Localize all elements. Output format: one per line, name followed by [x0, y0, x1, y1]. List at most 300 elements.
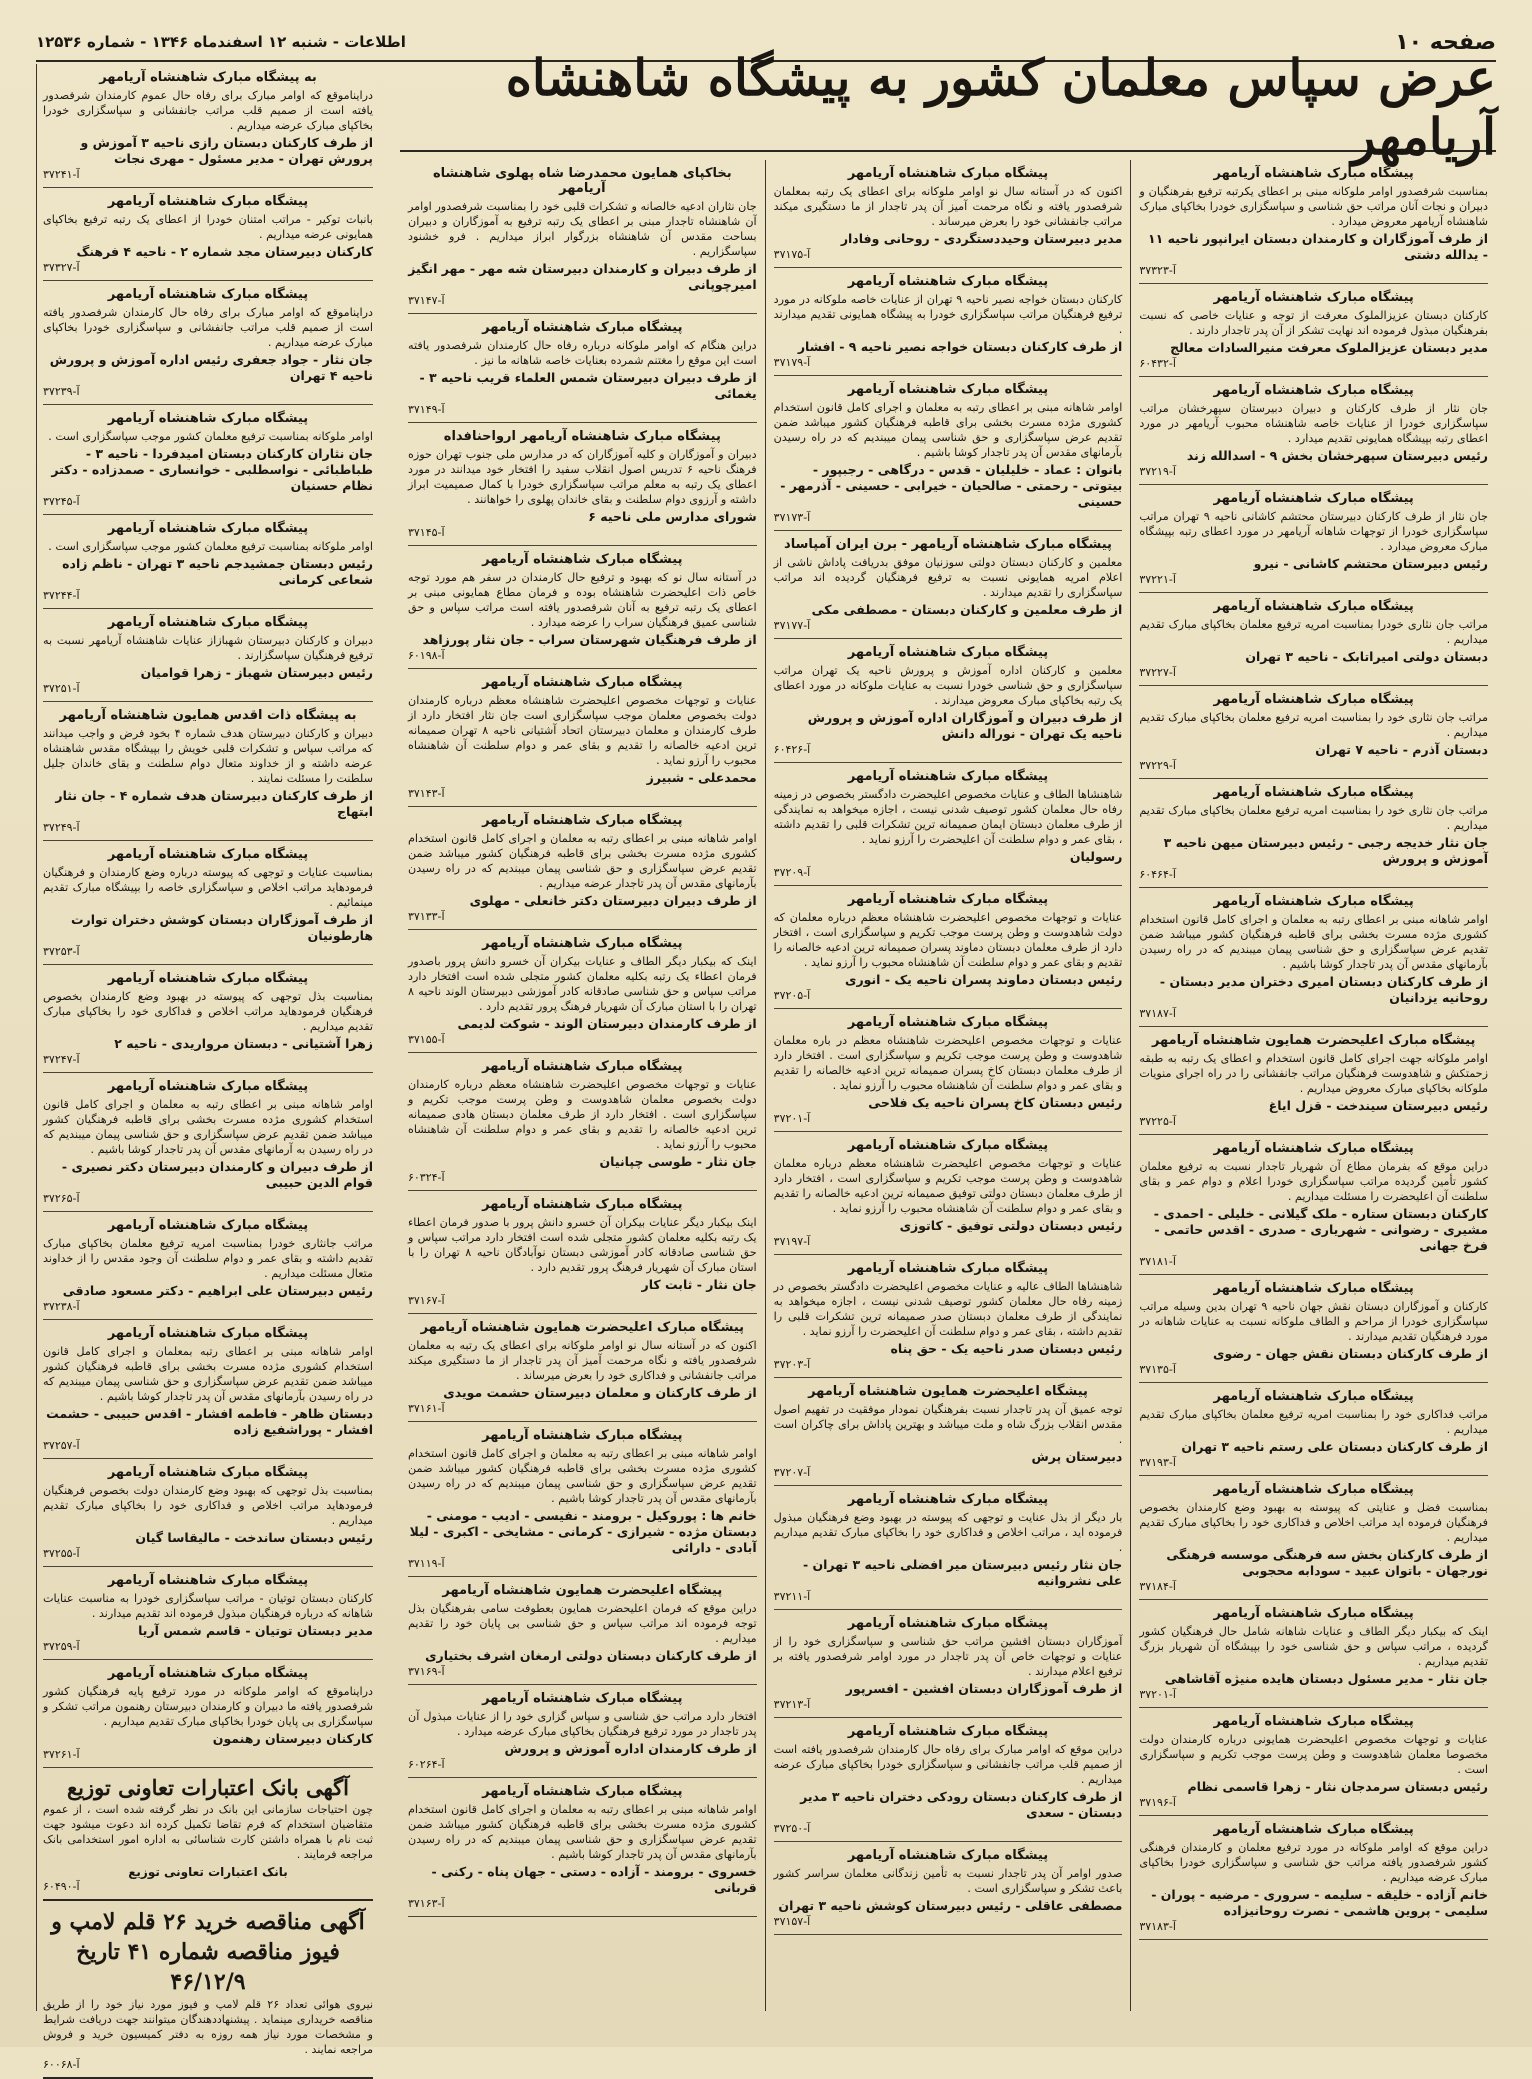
notice-signature: مدیر دبیرستان وحیددستگردی - روحانی وفادار: [840, 231, 1123, 246]
notice: [774, 1009, 1123, 1132]
notice-body: عنایات و توجهات مخصوص اعلیحضرت شاهنشاه معظم درباره معلمان شاهدوست و وطن پرست موجب تکریم و سپاسگزاری است ، افتخار دارد از طرف معلمان دبستان دولتی توفیق صمیمانه ترین ادعیه خالصانه را تقدیم و بقای عمر و دوام سلطنت آن شاهنشاه محبوب را آرزو نماید .: [773, 1157, 1123, 1215]
notice: [43, 64, 373, 188]
notice-signature: رئیس دبیرستان علی ابراهیم - دکتر مسعود صادقی: [62, 1283, 373, 1298]
notice-title: پیشگاه مبارک شاهنشاه آریامهر: [482, 813, 683, 828]
notice: [774, 639, 1123, 763]
notice-signature: کارکنان دبیرستان مجد شماره ۲ - ناحیه ۴ فرهنگ: [76, 244, 373, 259]
notice-title: پیشگاه اعلیحضرت همایون شاهنشاه آریامهر: [442, 1583, 723, 1598]
notice-body: اوامر شاهانه مبنی بر اعطای رتبه به معلمان و اجرای کامل قانون استخدام کشوری مژده مسرت بخشی برای قاطبه فرهنگیان کشور میباشد ضمن تقدیم عرض سپاسگزاری و حق شناسی پیمان میبندیم که در راه رسیدن بآرمانهای مقدس آن پدر تاجدار عرضه میداریم .: [407, 832, 757, 890]
notice: [774, 531, 1123, 639]
notice-signature: از طرف دبیران دبیرستان شمس العلماء قریب ناحیه ۳ - یغمائی: [419, 370, 757, 401]
notice-body: دراین موقع که اوامر مبارک برای رفاه حال کارمندان شرفصدور یافته است از صمیم قلب مراتب جانفشانی و سپاسگزاری خودرا بخاکپای مبارک عرضه میداریم .: [773, 1743, 1123, 1786]
notice-body: بانبات توکیر - مراتب امتنان خودرا از اعطای یک رتبه ترفیع بخاکپای همایونی عرضه میداریم .: [43, 213, 373, 241]
notice-body: اوامر ملوکانه بمناسبت ترفیع معلمان کشور موجب سپاسگزاری است .: [48, 540, 373, 553]
notice-title: پیشگاه مبارک شاهنشاه آریامهر - برن ایران آمپاساد: [784, 537, 1112, 552]
notice-code: آ-۳۷۱۴۷: [407, 294, 445, 307]
notice-title: پیشگاه مبارک شاهنشاه آریامهر: [847, 1138, 1049, 1153]
notice-code: آ-۳۷۲۲۹: [1139, 759, 1176, 772]
notice: [43, 405, 373, 515]
notice-body: اوامر شاهانه مبنی بر اعطای رتبه بمعلمان و اجرای کامل قانون استخدام کشوری مژده مسرت بخشی برای قاطبه فرهنگیان کشور میباشد ضمن تقدیم عرض سپاسگزاری و حق شناسی پیمان میبندیم که در راه رسیدن بآرمانهای مقدس آن پدر تاجدار کوشا باشیم .: [43, 1345, 373, 1403]
notice-code: آ-۳۷۲۰۱: [1139, 1688, 1176, 1701]
notice-title: پیشگاه مبارک شاهنشاه آریامهر: [1213, 1482, 1414, 1497]
notice-body: درایناموقع که اوامر ملوکانه در مورد ترفیع پایه فرهنگیان کشور شرفصدور یافته ما دبیران و کارمندان دبیرستان رهنمون مراتب تشکر و سپاسگزاری بی پایان خودرا بخاکپای مبارک تقدیم میداریم .: [43, 1685, 373, 1728]
notice: [43, 1567, 373, 1660]
main-section: [400, 48, 1496, 2011]
notice-code: آ-۳۷۲۴۱: [43, 168, 80, 181]
notice-code: آ-۳۷۲۲۵: [1139, 1115, 1176, 1128]
notice: [1139, 1476, 1488, 1600]
notice: [43, 1459, 373, 1567]
notice-title: پیشگاه مبارک شاهنشاه آریامهر: [1213, 491, 1414, 506]
notice-title: پیشگاه مبارک شاهنشاه آریامهر: [847, 1015, 1049, 1030]
notice-code: آ-۳۷۱۶۷: [407, 1294, 445, 1307]
notice-title: پیشگاه مبارک شاهنشاه آریامهر: [847, 1848, 1049, 1863]
notice-code: آ-۳۷۱۳۵: [1139, 1363, 1176, 1376]
notice-title: پیشگاه مبارک شاهنشاه آریامهر: [1213, 166, 1414, 181]
notice-body: دبیران و کارکنان دبیرستان شهبازاز عنایات شاهنشاه آریامهر نسبت به ترفیع فرهنگیان سپاسگزارند .: [43, 634, 373, 662]
notice-body: عنایات و توجهات مخصوص اعلیحضرت همایونی درباره کارمندان دولت مخصوصا معلمان شاهدوست و وطن پرست موجب تکریم و سپاسگزاری است .: [1139, 1733, 1488, 1776]
notice-signature: مدیر دبستان توتیان - قاسم شمس آریا: [138, 1623, 373, 1638]
notice-code: آ-۳۷۲۱۳: [773, 1698, 811, 1711]
notice: [408, 1053, 757, 1191]
notice-title: پیشگاه مبارک شاهنشاه آریامهر: [1213, 692, 1414, 707]
notice: [774, 1842, 1123, 1935]
notice-code: آ-۳۷۲۵۹: [43, 1640, 80, 1653]
notice-title: پیشگاه مبارک شاهنشاه آریامهر: [107, 847, 309, 862]
notice-title: بخاکپای همایون محمدرضا شاه پهلوی شاهنشاه آریامهر: [432, 166, 732, 196]
notice-title: پیشگاه مبارک اعلیحضرت همایون شاهنشاه آریامهر: [1151, 1033, 1476, 1048]
notice-signature: زهرا آشتیانی - دبستان مرواریدی - ناحیه ۲: [114, 1036, 373, 1051]
notice-title: پیشگاه مبارک شاهنشاه آریامهر: [847, 274, 1049, 289]
notice-code: آ-۳۷۱۵۵: [407, 1033, 445, 1046]
ad-body: چون احتیاجات سازمانی این بانک در نظر گرفته شده است ، از عموم متقاضیان استخدام که فرم تقاضا تکمیل کرده اند دعوت میشود جهت ثبت نام با همراه داشتن کارت شناسائی به اداره امور استخدامی بانک مراجعه فرمایند .: [43, 1803, 373, 1861]
notice-title: پیشگاه مبارک شاهنشاه آریامهر: [107, 971, 309, 986]
notice-title: پیشگاه مبارک شاهنشاه آریامهر: [107, 1326, 309, 1341]
notice-title: پیشگاه مبارک شاهنشاه آریامهر: [482, 552, 683, 567]
notice: [43, 702, 373, 841]
notice-body: شاهنشاها الطاف عالیه و عنایات مخصوص اعلیحضرت دادگستر بخصوص در زمینه رفاه حال معلمان کشور توصیف شدنی نیست ، اجازه میخواهد به نمایندگی از طرف معلمان دبستان صدر صمیمانه ترین تشکرات قلبی را تقدیم داشته ، بقای عمر و دوام سلطنت آن اعلیحضرت را آرزو نماید .: [773, 1280, 1123, 1338]
notice: [774, 1255, 1123, 1378]
notice-title: پیشگاه مبارک شاهنشاه آریامهر: [847, 1492, 1049, 1507]
notice-body: درایناموقع که اوامر مبارک برای رفاه حال کارمندان شرفصدور یافته است از صمیم قلب مراتب جانفشانی و سپاسگزاری خودرا بخاکپای مبارک عرضه میداریم .: [43, 306, 373, 349]
ad-signature: بانک اعتبارات تعاونی توزیع: [128, 1865, 288, 1879]
notice-signature: از طرف کارکنان بخش سه فرهنگی موسسه فرهنگی نورجهان - باتوان عبید - سودابه محجوبی: [1166, 1547, 1488, 1578]
notice-body: بمناسبت عنایات و توجهی که پیوسته درباره وضع کارمندان و فرهنگیان فرمودهاید مراتب اخلاص و سپاسگزاری خاصه را بپیشگاه مبارک تقدیم مینمائیم .: [43, 866, 373, 909]
notice-title: پیشگاه مبارک شاهنشاه آریامهر: [482, 320, 683, 335]
notice-signature: رئیس دبستان ساندخت - مالیقاسا گیان: [135, 1530, 373, 1545]
notice: [1139, 1027, 1488, 1135]
notice-code: آ-۳۷۱۹۶: [1139, 1796, 1176, 1809]
notice-code: آ-۳۷۲۵۳: [43, 945, 80, 958]
notice-body: کارکنان و آموزگاران دبستان نقش جهان ناحیه ۹ تهران بدین وسیله مراتب سپاسگزاری خودرا از مراحم و الطاف ملوکانه نسبت به عنایات شاهانه در مورد فرهنگیان تقدیم میدارند .: [1139, 1300, 1488, 1343]
notice-body: مراتب جان نثاری خودرا بمناسبت امریه ترفیع معلمان بخاکپای مبارک تقدیم میداریم .: [1139, 618, 1488, 646]
notice: [774, 1718, 1123, 1842]
notice-code: آ-۳۷۲۶۱: [43, 1748, 80, 1761]
notice-title: پیشگاه مبارک شاهنشاه آریامهر: [107, 287, 309, 302]
notice: [43, 188, 373, 281]
notice-title: پیشگاه مبارک شاهنشاه آریامهر: [847, 166, 1049, 181]
notice-signature: کارکنان دبیرستان رهنمون: [212, 1731, 373, 1746]
notice-title: پیشگاه مبارک شاهنشاه آریامهر: [482, 1428, 683, 1443]
notice-body: اوامر شاهانه مبنی بر اعطای رتبه به معلمان و اجرای کامل قانون استخدام کشوری مژده مسرت بخشی برای قاطبه فرهنگیان کشور میباشد ضمن تقدیم عرض سپاسگزاری و حق شناسی پیمان میبندیم که در راه رسیدن بآرمانهای مقدس آن پدر تاجدار کوشا باشیم .: [407, 1447, 757, 1505]
notice-code: آ-۳۷۱۶۹: [407, 1665, 445, 1678]
notice: [43, 841, 373, 965]
notice-body: معلمین و کارکنان دبستان دولتی سوزنیان موفق بدریافت پاداش ناشی از اعلام امریه همایونی نسبت به ترفیع فرهنگیان گردیده اند مراتب سپاسگزاری را تقدیم میدارند .: [773, 556, 1123, 599]
notice: [1139, 377, 1488, 485]
notice: [408, 1422, 757, 1577]
notice-body: بمناسبت شرفصدور اوامر ملوکانه مبنی بر اعطای یکرتبه ترفیع بفرهنگیان و دبیران و نجات آنان مراتب حق شناسی و سپاسگزاری خودرا بخاکپای مبارک شاهنشاه آریامهر معروض میدارد .: [1139, 185, 1488, 228]
notice-body: اوامر شاهانه مبنی بر اعطای رتبه به معلمان و اجرای کامل قانون استخدام کشوری مژده مسرت بخشی برای قاطبه فرهنگیان کشور میباشد ضمن تقدیم عرض سپاسگزاری و حق شناسی پیمان میبندیم که در راه رسیدن بآرمانهای مقدس آن پدر تاجدار کوشا باشیم .: [773, 401, 1123, 459]
notice-signature: کارکنان دبستان ستاره - ملک گیلانی - خلیلی - احمدی - مشیری - رضوانی - شهریاری - صدری - اقدس حاتمی - فرخ جهانی: [1153, 1206, 1488, 1253]
notice-code: آ-۳۷۱۵۷: [773, 1915, 811, 1928]
ad-body: نیروی هوائی تعداد ۲۶ قلم لامپ و فیوز مورد نیاز خود را از طریق مناقصه خریداری مینماید . پیشنهاددهندگان میتوانند جهت دریافت شرایط و مشخصات مورد نیاز همه روزه به دفتر کمیسیون خرید و فروش مراجعه نمایند .: [43, 1998, 374, 2056]
notice-code: آ-۳۷۱۷۵: [773, 248, 811, 261]
notice: [1139, 284, 1488, 377]
notice-body: اکنون که در آستانه سال نو اوامر ملوکانه برای اعطای یک رتبه به معلمان شرفصدور یافته و نگاه مرحمت آمیز آن پدر تاجدار از ما دستگیری میکند مراتب جانفشانی و فداکاری خود را بعرض میرساند .: [407, 1339, 757, 1382]
notice-body: اینک بیکبار دیگر عنایات بیکران آن خسرو دانش پرور با صدور فرمان اعطاء یک رتبه بکلیه معلمان کشور متجلی شده است افتخار دارد مراتب سپاس و حق شناسی صادقانه کادر آموزشی دبستان نوآبادگان ناحیه ۸ تهران را با استان مبارک آن شهریار فرهنگ پرور تقدیم دارد .: [407, 1216, 757, 1274]
notice: [408, 1191, 757, 1314]
notice-body: عنایات و توجهات مخصوص اعلیحضرت شاهنشاه معظم درباره کارمندان دولت بخصوص معلمان موجب سپاسگزاری است جان نثار افتخار دارد از طرف کارمندان و معلمان دبیرستان اتحاد آشتیانی ناحیه ۸ تهران صمیمانه ترین ادعیه خالصانه را تقدیم و بقای عمر و دوام سلطنت آن شاهنشاه محبوب را آرزو نماید .: [407, 694, 757, 767]
notice: [1139, 593, 1488, 686]
notice-title: پیشگاه مبارک شاهنشاه آریامهر: [1213, 1714, 1414, 1729]
notice: [774, 1132, 1123, 1255]
notice-code: آ-۳۷۱۶۳: [407, 1897, 445, 1910]
notice-signature: رسولیان: [1069, 849, 1123, 864]
notice-body: اینک که بیکبار دیگر الطاف و عنایات بیکران آن خسرو دانش پرور باصدور فرمان اعطاء یک رتبه بکلیه معلمان کشور متجلی شده است افتخار دارد مراتب سپاس و حق شناسی صادقانه کادر آموزشی دبیرستان الوند ناحیه ۸ تهران را با استان مبارک آن شهریار فرهنگ پرور تقدیم دارد .: [407, 955, 757, 1013]
notice-body: بمناسبت فضل و عنایتی که پیوسته به بهبود وضع کارمندان بخصوص فرهنگیان فرموده اید مراتب اخلاص و فداکاری خود را بخاکپای مبارک تقدیم میداریم .: [1139, 1501, 1488, 1544]
notice-signature: جان نثار - طوسی چپانیان: [599, 1154, 757, 1169]
notice-title: پیشگاه مبارک شاهنشاه آریامهر: [847, 645, 1049, 660]
notice: [408, 669, 757, 807]
notice: [1139, 686, 1488, 779]
notice-signature: مدیر دبستان عزیزالملوک معرفت منیرالسادات معالج: [1170, 340, 1488, 355]
notice-body: در آستانه سال نو که بهبود و ترفیع حال کارمندان در سفر هم مورد توجه خاص ذات اعلیحضرت شاهنشاه بوده و فرمان مطاع همایونی مبنی بر اعطای یک رتبه ترفیع به آنان شرفصدور یافته است مراتب سپاس و حق شناسی عمیق فرهنگیان سراب را عرضه میدارد .: [407, 571, 757, 629]
notice: [408, 160, 757, 314]
notice: [1139, 485, 1488, 593]
notice: [1139, 1708, 1488, 1816]
notice-title: پیشگاه مبارک شاهنشاه آریامهر: [107, 411, 309, 426]
notice-title: پیشگاه مبارک شاهنشاه آریامهر: [1213, 1822, 1414, 1837]
notice-code: آ-۳۷۱۸۴: [1139, 1580, 1176, 1593]
notice-code: آ-۶۰۴۲۶: [773, 743, 811, 756]
notice: [43, 515, 373, 609]
notice-body: توجه عمیق آن پدر تاجدار نسبت بفرهنگیان نمودار موفقیت در تفهیم اصول مقدس انقلاب بزرگ شاه و ملت میباشد و بهترین پاداش برای چاکران است .: [773, 1403, 1123, 1446]
notice-code: آ-۳۷۱۹۷: [773, 1235, 811, 1248]
notice-signature: از طرف کارکنان دبستان خواجه نصیر ناحیه ۹ - افشار: [797, 339, 1123, 354]
notice-signature: از طرف کارمندان اداره آموزش و پرورش: [504, 1741, 757, 1756]
notice-code: آ-۳۷۱۴۵: [407, 526, 445, 539]
notice: [408, 423, 757, 546]
notice-body: دراین موقع که بفرمان مطاع آن شهریار تاجدار نسبت به ترفیع معلمان کشور تأمین گردیده مراتب سپاسگزاری خودرا اعلام و دوام عمر و بقای سلطنت آن اعلیحضرت را مسئلت میداریم .: [1139, 1160, 1488, 1203]
notice-code: آ-۳۷۱۷۳: [773, 511, 811, 524]
notice-title: به پیشگاه مبارک شاهنشاه آریامهر: [99, 70, 317, 85]
notice-title: به پیشگاه ذات اقدس همایون شاهنشاه آریامهر: [59, 708, 357, 723]
notice-title: پیشگاه مبارک شاهنشاه آریامهر: [847, 1261, 1049, 1276]
notice-body: عنایات و توجهات مخصوص اعلیحضرت شاهنشاه معظم در باره معلمان شاهدوست و وطن پرست موجب تکریم و سپاسگزاری است . افتخار دارد از طرف معلمان دبستان کاخ پسران صمیمانه ترین ادعیه خالصانه را تقدیم و بقای عمر و دوام سلطنت آن شاهنشاه محبوب را آرزو نماید .: [773, 1034, 1123, 1092]
notice-signature: از طرف کارکنان دبیرستان هدف شماره ۴ - جان نثار ابتهاج: [55, 788, 373, 819]
notice-signature: جان نثار - مدیر مسئول دبستان هایده منیژه آقاشاهی: [1164, 1671, 1488, 1686]
notice-signature: از طرف کارکنان دبستان علی رستم ناحیه ۳ تهران: [1181, 1439, 1488, 1454]
notice-title: پیشگاه مبارک شاهنشاه آریامهر: [107, 1465, 309, 1480]
notice-signature: رئیس دبیرستان محتشم کاشانی - نیرو: [1253, 556, 1488, 571]
notice-code: آ-۳۷۲۲۱: [1139, 573, 1176, 586]
notice-signature: رئیس دبیرستان شهباز - زهرا قوامیان: [140, 665, 373, 680]
notice-signature: جان نثار رئیس دبیرستان میر افضلی ناحیه ۳ تهران - علی نشروانیه: [802, 1557, 1123, 1588]
notice-body: جان نثار از طرف کارکنان دبیرستان محتشم کاشانی ناحیه ۹ تهران مراتب سپاسگزاری خودرا از توجهات شاهانه آریامهر در مورد اعطای رتبه بپیشگاه مبارک معروض میدارد .: [1139, 510, 1488, 553]
notice-title: پیشگاه مبارک شاهنشاه آریامهر ارواحنافداه: [443, 429, 721, 444]
notice: [1139, 1816, 1488, 1940]
notice-code: آ-۳۷۲۱۹: [1139, 465, 1176, 478]
notice-code: آ-۳۷۱۸۷: [1139, 1007, 1176, 1020]
notice-body: دراین موقع که فرمان اعلیحضرت همایون بعطوفت سامی بفرهنگیان بذل توجه فرموده اند مراتب سپاس و حق شناسی بی پایان خود را تقدیم میداریم .: [407, 1602, 757, 1645]
notice-signature: از طرف کارمندان دبیرستان الوند - شوکت لدیمی: [457, 1016, 757, 1031]
notice-code: آ-۳۷۲۴۴: [43, 589, 80, 602]
notice: [774, 1486, 1123, 1610]
notice-code: آ-۳۷۱۸۳: [1139, 1920, 1176, 1933]
notice-code: آ-۳۷۲۴۷: [43, 1053, 80, 1066]
notice-body: جان نثار از طرف کارکنان و دبیران دبیرستان سپهرخشان مراتب سپاسگزاری خودرا از عنایات خاصه شاهنشاه محبوب آریامهر در مورد اعطای رتبه بپیشگاه همایونی تقدیم میدارد .: [1139, 402, 1488, 445]
notice: [43, 965, 373, 1073]
notice: [43, 1073, 373, 1212]
notice-signature: از طرف دبیران و کارمندان دبیرستان دکتر نصیری - قوام الدین حبیبی: [61, 1159, 373, 1190]
notice-code: آ-۳۷۲۵۷: [43, 1439, 80, 1452]
notice: [43, 1660, 373, 1768]
notice-signature: از طرف کارکنان دبستان رازی ناحیه ۳ آموزش و پرورش تهران - مدیر مسئول - مهری نجات: [80, 135, 373, 166]
notice-code: آ-۳۷۲۶۵: [43, 1192, 80, 1205]
notice-body: جان نثاران ادعیه خالصانه و تشکرات قلبی خود را بمناسبت شرفصدور اوامر آن شاهنشاه تاجدار مبنی بر اعطای یک رتبه ترفیع به آموزگاران و دبیران بساحت مقدس آن شاهنشاه بزرگوار ابراز میداریم . فرو خشنود سپاسگزاریم .: [407, 200, 757, 258]
notice-title: پیشگاه مبارک اعلیحضرت همایون شاهنشاه آریامهر: [420, 1320, 745, 1335]
notice: [408, 807, 757, 930]
notice-signature: از طرف کارکنان دبستان دولتی ارمغان اشرف بختیاری: [425, 1648, 757, 1663]
advertisement: [43, 1768, 373, 1901]
notice: [1139, 779, 1488, 888]
notice-title: پیشگاه مبارک شاهنشاه آریامهر: [1213, 383, 1414, 398]
notice: [1139, 888, 1488, 1027]
notice-signature: بانوان : عماد - خلیلیان - قدس - درگاهی - رجبپور - بیتوتی - رحمتی - صالحیان - خیرابی - حسینی - آذرمهر - حسینی: [780, 462, 1123, 509]
notice-signature: جان نثار خدیجه رجبی - رئیس دبیرستان میهن ناحیه ۳ آموزش و پرورش: [1163, 835, 1488, 866]
notice-code: آ-۳۷۱۴۹: [407, 403, 445, 416]
notice-code: آ-۳۷۲۰۵: [773, 989, 811, 1002]
notice-signature: محمدعلی - شبیرز: [646, 770, 757, 785]
headline: عرض سپاس معلمان کشور به پیشگاه شاهنشاه آریامهر: [400, 64, 1496, 152]
notice-column: [400, 160, 765, 2011]
notice-body: عنایات و توجهات مخصوص اعلیحضرت شاهنشاه معظم درباره کارمندان دولت بخصوص معلمان شاهدوست و وطن پرست موجب تکریم و سپاسگزاری است . افتخار دارد از طرف معلمان دبستان هادی صمیمانه ترین ادعیه خالصانه را تقدیم و بقای عمر و دوام سلطنت آن شاهنشاه محبوب را آرزو نماید .: [407, 1078, 757, 1151]
notice: [408, 1577, 757, 1685]
notice-body: اوامر شاهانه مبنی بر اعطای رتبه به معلمان و اجرای کامل قانون استخدام کشوری مژده مسرت بخشی برای قاطبه فرهنگیان کشور میباشد ضمن تقدیم عرض سپاسگزاری و حق شناسی پیمان میبندیم که در راه رسیدن به آرمانهای مقدس آن پدر تاجدار کوشا باشیم .: [43, 1098, 373, 1156]
notice-signature: رئیس دبستان دولتی توفیق - کاتوزی: [899, 1218, 1123, 1233]
notice-title: پیشگاه مبارک شاهنشاه آریامهر: [482, 1784, 683, 1799]
notice-signature: از طرف کارکنان دبستان رودکی دختران ناحیه ۳ مدیر دبستان - سعدی: [800, 1789, 1123, 1820]
notice-code: آ-۳۷۱۷۹: [773, 356, 811, 369]
notice-code: آ-۳۷۲۱۱: [773, 1590, 811, 1603]
notice-title: پیشگاه مبارک شاهنشاه آریامهر: [482, 675, 683, 690]
notice-signature: از طرف آموزگاران دبستان افشین - افسرپور: [845, 1681, 1123, 1696]
notice-code: آ-۳۷۱۱۹: [407, 1557, 445, 1570]
notice-title: پیشگاه مبارک شاهنشاه آریامهر: [1213, 1389, 1414, 1404]
notice-code: آ-۳۷۳۲۷: [43, 261, 80, 274]
notice-signature: از طرف فرهنگیان شهرستان سراب - جان نثار پورزاهد: [422, 632, 757, 647]
notice-signature: خانم ها : پوروکیل - برومند - نفیسی - ادیب - مومنی - دبستان مژده - شیرازی - کرمانی - مشایخی - اکبری - لیلا آبادی - دارائی: [409, 1508, 757, 1555]
notice-signature: جان نثار - جواد جعفری رئیس اداره آموزش و پرورش ناحیه ۴ تهران: [49, 352, 373, 383]
notice-title: پیشگاه مبارک شاهنشاه آریامهر: [107, 1218, 309, 1233]
notice-code: آ-۶۰۲۶۴: [407, 1758, 445, 1771]
notice-signature: خانم آزاده - خلیقه - سلیمه - سروری - مرضیه - پوران - سلیمی - پروین هاشمی - نصرت روحانیزاده: [1151, 1887, 1488, 1918]
left-column: [36, 64, 374, 2071]
notice-code: آ-۳۷۲۰۱: [773, 1112, 811, 1125]
notice-title: پیشگاه مبارک شاهنشاه آریامهر: [482, 1691, 683, 1706]
notice-body: کارکنان دبستان توتیان - مراتب سپاسگزاری خودرا به مناسبت عنایات شاهانه که درباره فرهنگیان مبذول فرموده اند تقدیم میدارند .: [43, 1592, 373, 1620]
notice-code: آ-۳۷۲۴۹: [43, 821, 80, 834]
notice-signature: دبیرستان پرش: [1031, 1449, 1123, 1464]
notice-code: آ-۶۰۴۶۴: [1139, 868, 1176, 881]
notice: [774, 268, 1123, 376]
notice-code: آ-۳۷۲۵۰: [773, 1822, 811, 1835]
notice-signature: از طرف دبیران و آموزگاران اداره آموزش و پرورش ناحیه یک تهران - نوراله دانش: [807, 710, 1123, 741]
notice-title: پیشگاه مبارک شاهنشاه آریامهر: [1213, 785, 1414, 800]
notice-code: آ-۳۷۱۳۳: [407, 910, 445, 923]
notice-title: پیشگاه مبارک شاهنشاه آریامهر: [107, 1666, 309, 1681]
notice-code: آ-۳۷۲۰۳: [773, 1358, 811, 1371]
notice-signature: از طرف معلمین و کارکنان دبستان - مصطفی مکی: [811, 602, 1123, 617]
notice-body: معلمین و کارکنان اداره آموزش و پرورش ناحیه یک تهران مراتب سپاسگزاری و حق شناسی خودرا نسبت به عنایات ملوکانه در مورد اعطای یک رتبه بخاکپای مبارک معروض میدارند .: [773, 664, 1123, 707]
notice-title: پیشگاه مبارک شاهنشاه آریامهر: [107, 1573, 309, 1588]
notice: [408, 314, 757, 423]
issue-info: اطلاعات - شنبه ۱۲ اسفندماه ۱۳۴۶ - شماره ۱۲۵۳۶: [36, 33, 406, 51]
notice-signature: از طرف کارکنان دبستان امیری دختران مدیر دبستان - روحانیه یزدانیان: [1159, 974, 1488, 1005]
notice-title: پیشگاه مبارک شاهنشاه آریامهر: [107, 521, 309, 536]
notice-title: پیشگاه مبارک شاهنشاه آریامهر: [482, 936, 683, 951]
notice: [408, 1685, 757, 1778]
notice-title: پیشگاه مبارک شاهنشاه آریامهر: [1213, 599, 1414, 614]
notice-title: پیشگاه مبارک شاهنشاه آریامهر: [1213, 1606, 1414, 1621]
advertisement: [43, 1901, 373, 2079]
notice-body: اوامر شاهانه مبنی بر اعطای رتبه به معلمان و اجرای کامل قانون استخدام کشوری مژده مسرت بخشی برای قاطبه فرهنگیان کشور میباشد ضمن تقدیم عرض سپاسگزاری و حق شناسی پیمان میبندیم که در راه رسیدن بآرمانهای مقدس آن پدر تاجدار کوشا باشیم .: [1139, 913, 1488, 971]
notice-signature: دبستان آذرم - ناحیه ۷ تهران: [1315, 742, 1488, 757]
notice-title: پیشگاه مبارک شاهنشاه آریامهر: [482, 1197, 683, 1212]
notice-signature: جان نثاران کارکنان دبستان امیدفردا - ناحیه ۳ - طباطبائی - نواسطلبی - خوانساری - صمدزاده - دکتر نظام حسنیان: [51, 446, 373, 493]
notice: [1139, 1383, 1488, 1476]
notice-signature: رئیس دبستان کاخ پسران ناحیه یک فلاحی: [868, 1095, 1123, 1110]
notice-body: اوامر ملوکانه جهت اجرای کامل قانون استخدام و اعطای یک رتبه به طبقه زحمتکش و شاهدوست فرهنگیان مراتب جانفشانی را در راه اجرای منویات ملوکانه بخاکپای مبارک معروض میداریم .: [1139, 1052, 1488, 1095]
notice-title: پیشگاه مبارک شاهنشاه آریامهر: [847, 382, 1049, 397]
notice-signature: رئیس دبستان سرمدجان نثار - زهرا قاسمی نظام: [1187, 1779, 1488, 1794]
notice-code: آ-۳۷۲۰۷: [773, 1466, 811, 1479]
notice-signature: دبستان دولتی امیراتابک - ناحیه ۳ تهران: [1245, 649, 1488, 664]
notice-columns: [400, 160, 1496, 2011]
notice-body: دبیران و کارکنان دبیرستان هدف شماره ۴ بخود فرض و واجب میدانند که مراتب سپاس و تشکرات قلبی خویش را بپیشگاه مقدس شاهنشاه عرضه داشته و از خداوند متعال دوام سلطنت و بقای خاندان جلیل سلطنت را مسئلت نمایند .: [43, 727, 373, 785]
notice-column: [1130, 160, 1496, 2011]
notice-signature: از طرف آموزگاران دبستان کوشش دختران توارت هارطونیان: [70, 912, 373, 943]
notice-code: آ-۳۷۱۴۳: [407, 787, 445, 800]
notice-signature: از طرف کارکنان دبستان نقش جهان - رضوی: [1213, 1346, 1488, 1361]
ad-code: آ-۶۰۴۹۰: [43, 1880, 80, 1893]
notice-body: مراتب جان نثاری خود را بمناسبت امریه ترفیع معلمان بخاکپای مبارک تقدیم میداریم .: [1139, 804, 1488, 832]
notice-body: بمناسبت بذل توجهی که پیوسته در بهبود وضع کارمندان بخصوص فرهنگیان فرمودهاید مراتب اخلاص و فداکاری خود را بخاکپای مبارک تقدیم میداریم .: [43, 990, 373, 1033]
ad-title: آگهی مناقصه خرید ۲۶ قلم لامپ و فیوز مناقصه شماره ۴۱ تاریخ ۴۶/۱۲/۹: [51, 1909, 365, 1995]
notice: [408, 930, 757, 1053]
notice-title: پیشگاه مبارک شاهنشاه آریامهر: [1213, 290, 1414, 305]
notice-body: مراتب جان نثاری خود را بمناسبت امریه ترفیع معلمان بخاکپای مبارک تقدیم میداریم .: [1139, 711, 1488, 739]
notice: [408, 1314, 757, 1422]
notice-body: افتخار دارد مراتب حق شناسی و سپاس گزاری خود را از عنایات مبذول آن پدر تاجدار در مورد ترفیع فرهنگیان بخاکپای مبارک عرضه میدارد .: [407, 1710, 757, 1738]
notice-body: بار دیگر از بذل عنایت و توجهی که پیوسته در بهبود وضع فرهنگیان مبذول فرموده اید ، مراتب اخلاص و فداکاری خود را بخاکپای مبارک تقدیم میداریم .: [773, 1511, 1123, 1554]
notice-code: آ-۳۷۲۵۵: [43, 1547, 80, 1560]
notice-body: کارکنان دبستان خواجه نصیر ناحیه ۹ تهران از عنایات خاصه ملوکانه در مورد ترفیع فرهنگیان مراتب سپاسگزاری خودرا به پیشگاه همایونی تقدیم میدارند .: [773, 293, 1123, 336]
notice-code: آ-۳۷۲۲۷: [1139, 666, 1176, 679]
notice: [774, 1610, 1123, 1718]
notice-body: اوامر ملوکانه بمناسبت ترفیع معلمان کشور موجب سپاسگزاری است .: [48, 430, 373, 443]
notice: [43, 1320, 373, 1459]
notice-body: اکنون که در آستانه سال نو اوامر ملوکانه برای اعطای یک رتبه بمعلمان شرفصدور یافته و نگاه مرحمت آمیز آن پدر تاجدار از ما دستگیری میکند مراتب جانفشانی خود را بعرض میرساند .: [773, 185, 1123, 228]
notice-signature: مصطفی عاقلی - رئیس دبیرستان کوشش ناحیه ۳ تهران: [778, 1898, 1123, 1913]
notice-title: پیشگاه مبارک شاهنشاه آریامهر: [847, 769, 1049, 784]
notice: [408, 546, 757, 669]
notice-body: دراین موقع که اوامر ملوکانه در مورد ترفیع معلمان و کارمندان فرهنگی کشور شرفصدور یافته مراتب حق شناسی و سپاسگزاری خودرا بخاکپای مبارک عرضه میداریم .: [1139, 1841, 1488, 1884]
notice-code: آ-۶۰۴۳۲: [1139, 357, 1176, 370]
notice-signature: دبستان ظاهر - فاطمه افشار - اقدس حبیبی - حشمت افشار - پوراشفیع زاده: [46, 1406, 373, 1437]
notice-title: پیشگاه مبارک شاهنشاه آریامهر: [1213, 1281, 1414, 1296]
notice-body: صدور اوامر آن پدر تاجدار نسبت به تأمین زندگانی معلمان سراسر کشور باعث تشکر و سپاسگزاری است .: [773, 1867, 1123, 1895]
notice-body: عنایات و توجهات مخصوص اعلیحضرت شاهنشاه معظم درباره معلمان که دولت شاهدوست و وطن پرست موجب تکریم و سپاسگزاری است ، افتخار دارد از طرف معلمان دبستان دماوند پسران صمیمانه ترین ادعیه خالصانه را تقدیم و بقای عمر و دوام سلطنت آن شاهنشاه محبوب را آرزو نماید .: [773, 911, 1123, 969]
notice: [43, 281, 373, 405]
notice-signature: خسروی - برومند - آزاده - دستی - جهان پناه - رکنی - قربانی: [431, 1864, 757, 1895]
notice-code: آ-۳۷۲۰۹: [773, 866, 811, 879]
page-number: صفحه ۱۰: [1395, 29, 1496, 55]
notice-title: پیشگاه اعلیحضرت همایون شاهنشاه آریامهر: [808, 1384, 1088, 1399]
notice-title: پیشگاه مبارک شاهنشاه آریامهر: [847, 1724, 1049, 1739]
notice-signature: رئیس دبستان جمشیدجم ناحیه ۳ تهران - ناظم زاده شعاعی کرمانی: [62, 556, 373, 587]
ad-title: آگهی بانک اعتبارات تعاونی توزیع: [66, 1775, 350, 1800]
notice-code: آ-۳۷۲۳۹: [43, 385, 80, 398]
ad-code: آ-۶۰۰۶۸: [43, 2058, 80, 2071]
notice-body: بمناسبت بذل توجهی که بهبود وضع کارمندان دولت بخصوص فرهنگیان فرمودهاید مراتب اخلاص و فداکاری خود را بخاکپای مبارک تقدیم میداریم .: [43, 1484, 373, 1527]
notice-body: اینک که بیکبار دیگر الطاف و عنایات شاهانه شامل حال فرهنگیان کشور گردیده ، مراتب سپاس و حق شناسی خود را بپیشگاه آن شهریار بزرگ تقدیم میداریم .: [1139, 1625, 1488, 1668]
notice-signature: از طرف کارکنان و معلمان دبیرستان حشمت مویدی: [443, 1385, 757, 1400]
notice-title: پیشگاه مبارک شاهنشاه آریامهر: [482, 1059, 683, 1074]
notice: [774, 763, 1123, 886]
notice-title: پیشگاه مبارک شاهنشاه آریامهر: [1213, 894, 1414, 909]
notice-body: مراتب فداکاری خود را بمناسبت امریه ترفیع معلمان بخاکپای مبارک تقدیم میداریم .: [1139, 1408, 1488, 1436]
notice-signature: از طرف دبیران دبیرستان دکتر خانعلی - مهلوی: [469, 893, 757, 908]
notice: [1139, 1135, 1488, 1275]
notice: [43, 609, 373, 702]
notice-code: آ-۳۷۱۹۳: [1139, 1456, 1176, 1469]
notice-body: مراتب جانثاری خودرا بمناسبت امریه ترفیع معلمان بخاکپای مبارک تقدیم داشته و بقای عمر و دوام سلطنت آن وجود مقدس را از خداوند متعال مسئلت میداریم .: [43, 1237, 373, 1280]
notice-body: اوامر شاهانه مبنی بر اعطای رتبه به معلمان و اجرای کامل قانون استخدام کشوری مژده مسرت بخشی برای قاطبه فرهنگیان کشور میباشد ضمن تقدیم عرض سپاسگزاری و حق شناسی پیمان میبندیم که در راه رسیدن بآرمانهای مقدس آن پدر تاجدار کوشا باشیم .: [407, 1803, 757, 1861]
notice-signature: رئیس دبیرستان سپهرخشان بخش ۹ - اسدالله زند: [1186, 448, 1488, 463]
notice-signature: رئیس دبستان دماوند پسران ناحیه یک - انوری: [845, 972, 1123, 987]
notice-body: کارکنان دبستان عزیزالملوک معرفت از توجه و عنایات خاصی که نسبت بفرهنگیان مبذول فرموده اند نهایت تشکر از آن پدر تاجدار دارند .: [1139, 309, 1488, 337]
notice-code: آ-۳۷۳۲۳: [1139, 264, 1176, 277]
notice-body: شاهنشاها الطاف و عنایات مخصوص اعلیحضرت دادگستر بخصوص در زمینه رفاه حال معلمان کشور توصیف شدنی نیست ، اجازه میخواهد به نمایندگی از طرف معلمان دبستان ایمان صمیمانه ترین تشکرات قلبی را تقدیم داشته ، بقای عمر و دوام سلطنت آن اعلیحضرت را آرزو نماید .: [773, 788, 1123, 846]
notice-code: آ-۳۷۱۸۱: [1139, 1255, 1176, 1268]
notice-code: آ-۳۷۱۶۱: [407, 1402, 445, 1415]
notice-body: آموزگاران دبستان افشین مراتب حق شناسی و سپاسگزاری خود را از عنایات و توجهات خاص آن پدر تاجدار در مورد اوامر شرفصدور یافته بر ترفیع اعلام میدارند .: [773, 1635, 1123, 1678]
notice: [774, 376, 1123, 531]
notice-column: [765, 160, 1131, 2011]
notice-title: پیشگاه مبارک شاهنشاه آریامهر: [107, 1079, 309, 1094]
notice-code: آ-۶۰۱۹۸: [407, 649, 445, 662]
notice: [774, 160, 1123, 268]
notice-title: پیشگاه مبارک شاهنشاه آریامهر: [107, 615, 309, 630]
notice: [1139, 1600, 1488, 1708]
notice: [43, 1212, 373, 1320]
notice-title: پیشگاه مبارک شاهنشاه آریامهر: [847, 892, 1049, 907]
notice-signature: جان نثار - ثابت کار: [641, 1277, 757, 1292]
notice-title: پیشگاه مبارک شاهنشاه آریامهر: [1213, 1141, 1414, 1156]
notice-code: آ-۳۷۲۵۱: [43, 682, 80, 695]
notice: [1139, 160, 1488, 284]
